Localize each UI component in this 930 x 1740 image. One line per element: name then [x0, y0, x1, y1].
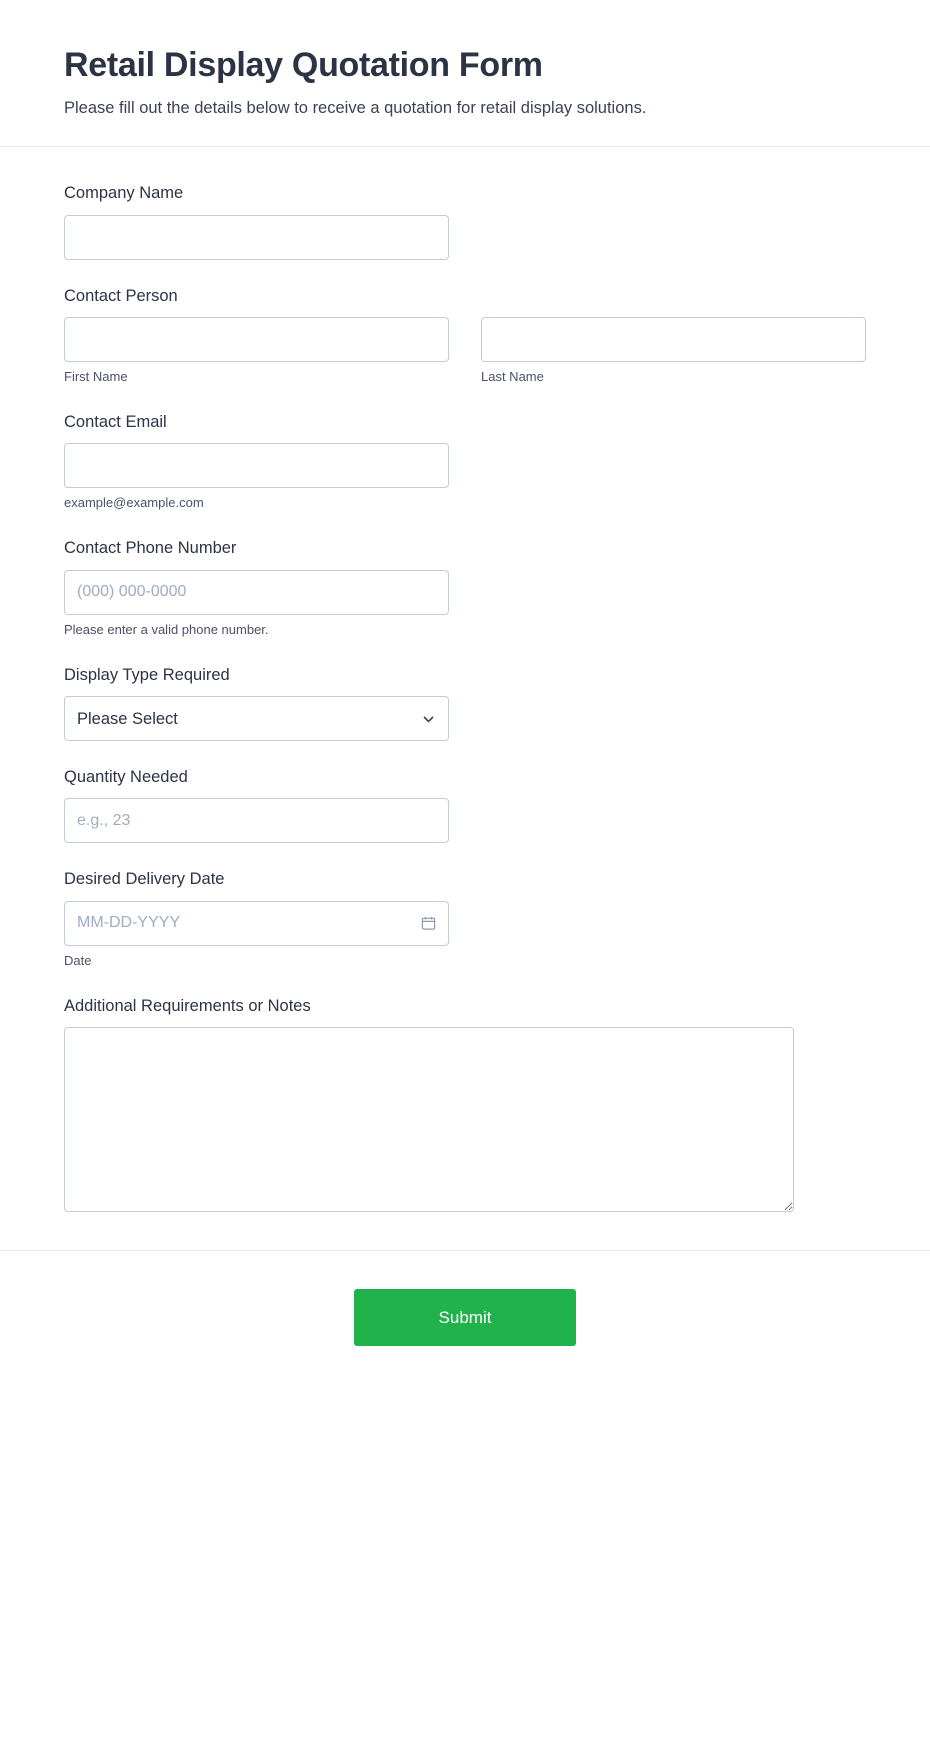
contact-email-input[interactable] [64, 443, 449, 488]
contact-phone-label: Contact Phone Number [64, 539, 237, 558]
display-type-select[interactable] [64, 696, 449, 741]
field-display-type [64, 665, 866, 741]
last-name-input[interactable] [481, 317, 866, 362]
first-name-input[interactable] [64, 317, 449, 362]
last-name-sublabel: Last Name [481, 369, 544, 385]
page-subtitle: Please fill out the details below to receive a quotation for retail display solutions. [64, 99, 647, 118]
contact-phone-sublabel: Please enter a valid phone number. [64, 621, 269, 637]
field-contact-phone [64, 538, 866, 638]
delivery-date-sublabel: Date [64, 952, 92, 968]
quantity-input[interactable] [64, 798, 449, 843]
submit-button[interactable]: Submit [354, 1289, 576, 1346]
form-header [0, 0, 930, 147]
delivery-date-label: Desired Delivery Date [64, 870, 225, 889]
display-type-select-wrap [64, 696, 449, 741]
last-name-group [481, 317, 866, 386]
contact-email-label: Contact Email [64, 412, 167, 431]
field-contact-email [64, 412, 866, 512]
contact-email-sublabel: example@example.com [64, 495, 204, 511]
form-footer [0, 1251, 930, 1398]
quantity-label: Quantity Needed [64, 768, 188, 787]
display-type-label: Display Type Required [64, 665, 230, 684]
first-name-sublabel: First Name [64, 369, 128, 385]
field-delivery-date [64, 869, 866, 969]
delivery-date-input[interactable] [64, 901, 449, 946]
field-notes [64, 996, 866, 1212]
notes-textarea[interactable] [64, 1027, 794, 1212]
form-body [0, 147, 930, 1251]
contact-person-label: Contact Person [64, 286, 178, 305]
company-name-label: Company Name [64, 184, 184, 203]
contact-phone-input[interactable] [64, 570, 449, 615]
first-name-group [64, 317, 449, 386]
page-title: Retail Display Quotation Form [64, 46, 543, 84]
company-name-input[interactable] [64, 215, 449, 260]
notes-label: Additional Requirements or Notes [64, 996, 311, 1015]
field-contact-person [64, 286, 866, 386]
delivery-date-wrap [64, 901, 449, 946]
contact-person-row [64, 317, 866, 386]
field-company-name [64, 183, 866, 259]
field-quantity [64, 767, 866, 843]
